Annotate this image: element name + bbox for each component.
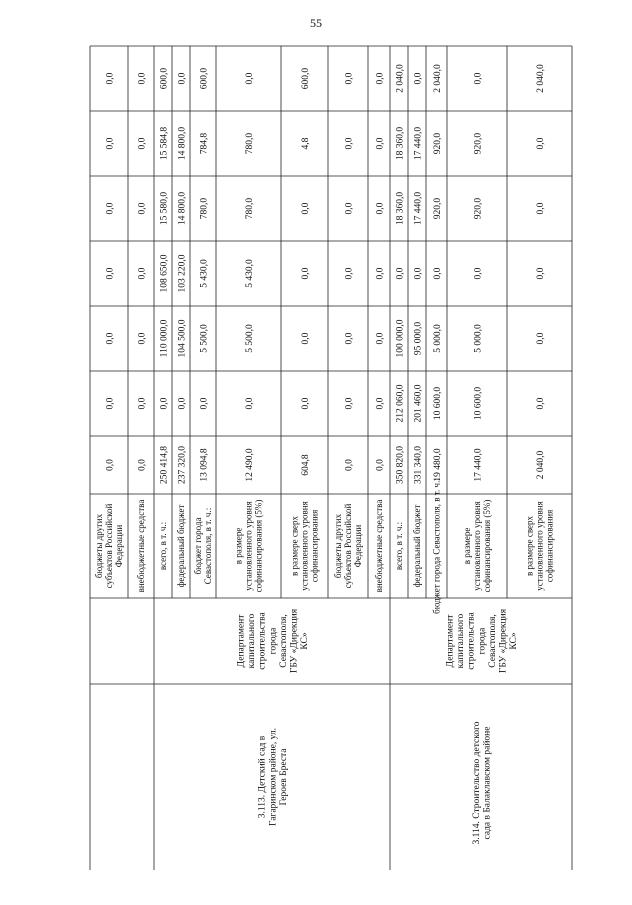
value-cell: 0,0 (375, 267, 386, 280)
value-cell: 0,0 (375, 202, 386, 215)
value-cell: 0,0 (375, 332, 386, 345)
value-cell: 0,0 (300, 397, 311, 410)
source-label: в размереустановленного уровнясофинансирования (5%) (233, 499, 264, 593)
value-cell: 0,0 (137, 332, 148, 345)
value-cell: 600,0 (199, 67, 210, 90)
value-cell: 110 000,0 (159, 319, 170, 358)
source-label: всего, в т. ч.: (394, 521, 405, 571)
value-cell: 95 000,0 (413, 321, 424, 356)
value-cell: 17 440,0 (413, 126, 424, 161)
value-cell: 18 360,0 (395, 126, 406, 161)
value-cell: 2 040,0 (432, 64, 443, 93)
value-cell: 0,0 (300, 202, 311, 215)
value-cell: 0,0 (344, 332, 355, 345)
source-label: федеральный бюджет (412, 504, 423, 588)
value-cell: 0,0 (375, 459, 386, 471)
value-cell: 10 600,0 (473, 386, 484, 421)
value-cell: 17 440,0 (413, 191, 424, 226)
value-cell: 0,0 (137, 72, 148, 85)
value-cell: 920,0 (432, 197, 443, 220)
source-label: внебюджетные средства (374, 499, 385, 593)
value-cell: 15 584,8 (159, 126, 170, 161)
source-label: бюджет города Севастополя, в т. ч.: (431, 478, 442, 614)
value-cell: 14 800,0 (177, 191, 188, 226)
value-cell: 5 430,0 (199, 259, 210, 288)
value-cell: 920,0 (473, 132, 484, 155)
value-cell: 0,0 (535, 332, 546, 345)
value-cell: 201 460,0 (413, 384, 424, 423)
value-cell: 18 360,0 (395, 191, 406, 226)
value-cell: 600,0 (159, 67, 170, 90)
value-cell: 0,0 (137, 202, 148, 215)
value-cell: 5 500,0 (199, 324, 210, 353)
value-cell: 0,0 (344, 459, 355, 471)
value-cell: 780,0 (244, 132, 255, 155)
value-cell: 237 320,0 (177, 446, 188, 484)
value-cell: 0,0 (244, 397, 255, 410)
value-cell: 0,0 (137, 137, 148, 150)
source-label: бюджеты другихсубъектов РоссийскойФедерации (333, 503, 364, 589)
value-cell: 331 340,0 (413, 446, 424, 484)
value-cell: 212 060,0 (395, 384, 406, 423)
value-cell: 0,0 (344, 267, 355, 280)
value-cell: 0,0 (105, 137, 116, 150)
page-number: 55 (310, 16, 322, 30)
value-cell: 250 414,8 (159, 446, 170, 484)
value-cell: 0,0 (105, 397, 116, 410)
value-cell: 0,0 (344, 137, 355, 150)
value-cell: 0,0 (375, 397, 386, 410)
value-cell: 0,0 (413, 267, 424, 280)
value-cell: 5 000,0 (432, 324, 443, 353)
source-label: в размереустановленного уровнясофинансирования (5%) (462, 499, 493, 593)
value-cell: 0,0 (137, 397, 148, 410)
value-cell: 0,0 (300, 332, 311, 345)
source-label: бюджет городаСевастополя, в т. ч.: (193, 507, 214, 585)
value-cell: 10 600,0 (432, 386, 443, 421)
value-cell: 0,0 (344, 397, 355, 410)
value-cell: 0,0 (344, 202, 355, 215)
value-cell: 0,0 (535, 267, 546, 280)
value-cell: 0,0 (177, 397, 188, 410)
value-cell: 0,0 (105, 267, 116, 280)
value-cell: 103 220,0 (177, 254, 188, 293)
value-cell: 0,0 (105, 459, 116, 471)
value-cell: 14 800,0 (177, 126, 188, 161)
value-cell: 0,0 (137, 459, 148, 471)
value-cell: 780,0 (244, 197, 255, 220)
value-cell: 0,0 (137, 267, 148, 280)
value-cell: 0,0 (535, 202, 546, 215)
value-cell: 0,0 (535, 137, 546, 150)
value-cell: 0,0 (375, 72, 386, 85)
value-cell: 13 094,8 (199, 448, 210, 482)
source-label: всего, в т. ч.: (158, 521, 169, 571)
value-cell: 920,0 (432, 132, 443, 155)
value-cell: 100 000,0 (395, 319, 406, 358)
value-cell: 104 500,0 (177, 319, 188, 358)
source-label: федеральный бюджет (176, 504, 187, 588)
value-cell: 0,0 (300, 267, 311, 280)
value-cell: 784,8 (199, 132, 210, 155)
value-cell: 15 580,0 (159, 191, 170, 226)
source-label: бюджеты другихсубъектов РоссийскойФедерации (94, 503, 125, 589)
value-cell: 0,0 (395, 267, 406, 280)
value-cell: 0,0 (413, 72, 424, 85)
value-cell: 5 430,0 (244, 259, 255, 288)
value-cell: 0,0 (159, 397, 170, 410)
value-cell: 0,0 (473, 72, 484, 85)
source-label: внебюджетные средства (136, 499, 147, 593)
value-cell: 19 480,0 (432, 448, 443, 482)
measure-name-cell: 3.113. Детский сад вГагаринском районе, ул.Героев Бреста (257, 727, 289, 827)
value-cell: 0,0 (199, 397, 210, 410)
value-cell: 920,0 (473, 197, 484, 220)
source-label: в размере сверхустановленного уровнясофинансирования (524, 501, 555, 591)
value-cell: 0,0 (244, 72, 255, 85)
value-cell: 17 440,0 (473, 448, 484, 482)
value-cell: 5 500,0 (244, 324, 255, 353)
value-cell: 0,0 (344, 72, 355, 85)
value-cell: 600,0 (300, 67, 311, 90)
value-cell: 0,0 (105, 72, 116, 85)
value-cell: 4,8 (300, 137, 311, 150)
value-cell: 0,0 (375, 137, 386, 150)
measure-name-cell: 3.114. Строительство детскогосада в Балаклавском районе (472, 721, 493, 845)
value-cell: 780,0 (199, 197, 210, 220)
value-cell: 0,0 (432, 267, 443, 280)
value-cell: 2 040,0 (535, 450, 546, 480)
value-cell: 0,0 (535, 397, 546, 410)
value-cell: 2 040,0 (535, 64, 546, 93)
value-cell: 0,0 (105, 332, 116, 345)
value-cell: 604,8 (300, 454, 311, 476)
value-cell: 108 650,0 (159, 254, 170, 293)
value-cell: 0,0 (177, 72, 188, 85)
executor-cell: ДепартаменткапитальногостроительствагородаСевастополя,ГБУ «ДирекцияКС» (445, 608, 520, 674)
value-cell: 0,0 (473, 267, 484, 280)
value-cell: 350 820,0 (395, 446, 406, 484)
source-label: в размере сверхустановленного уровнясофинансирования (289, 501, 320, 591)
value-cell: 12 490,0 (244, 448, 255, 482)
value-cell: 2 040,0 (395, 64, 406, 93)
value-cell: 0,0 (105, 202, 116, 215)
executor-cell: ДепартаменткапитальногостроительствагородаСевастополя,ГБУ «ДирекцияКС» (236, 608, 311, 674)
value-cell: 5 000,0 (473, 324, 484, 353)
